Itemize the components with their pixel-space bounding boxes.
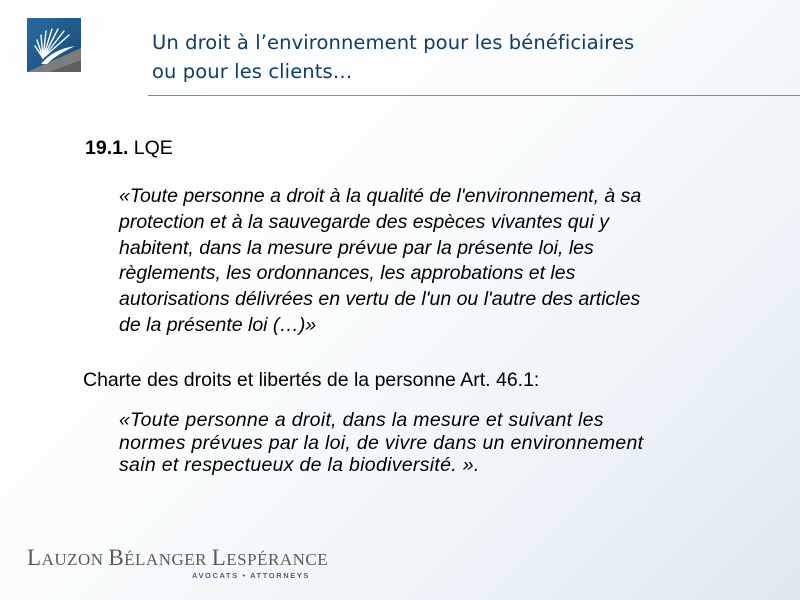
- quote-line: habitent, dans la mesure prévue par la présente loi, les: [119, 236, 594, 259]
- slide-title: [152, 28, 772, 86]
- quote-line: normes prévues par la loi, de vivre dans un environnement: [119, 431, 644, 454]
- quote-line: «Toute personne a droit à la qualité de l'environnement, à sa: [119, 185, 642, 207]
- law-abbreviation: LQE: [133, 137, 173, 159]
- charter-quote: [119, 409, 779, 477]
- quote-line: de la présente loi (…)»: [119, 313, 317, 336]
- quote-line: protection et à la sauvegarde des espèces vivantes qui y: [119, 210, 609, 233]
- charter-heading: Charte des droits et libertés de la personne Art. 46.1:: [83, 369, 540, 391]
- article-number: 19.1.: [85, 137, 129, 159]
- quote-line: autorisations délivrées en vertu de l'un ou l'autre des articles: [119, 288, 641, 311]
- sunburst-quill-icon: [27, 18, 81, 72]
- firm-tagline: AVOCATS • ATTORNEYS: [192, 571, 311, 580]
- quote-line: «Toute personne a droit, dans la mesure et suivant les: [119, 409, 604, 431]
- slide-title-line: Un droit à l’environnement pour les bénéficiaires: [152, 31, 635, 54]
- lqe-quote: [119, 184, 779, 339]
- quote-line: sain et respectueux de la biodiversité. ».: [119, 454, 480, 476]
- slide-title-line: ou pour les clients…: [152, 60, 353, 83]
- quote-line: règlements, les ordonnances, les approbations et les: [119, 262, 576, 285]
- firm-name: LAUZON BÉLANGER LESPÉRANCE: [27, 545, 329, 570]
- title-divider: [148, 95, 800, 96]
- firm-logo: [27, 545, 329, 580]
- lqe-heading: [85, 135, 173, 161]
